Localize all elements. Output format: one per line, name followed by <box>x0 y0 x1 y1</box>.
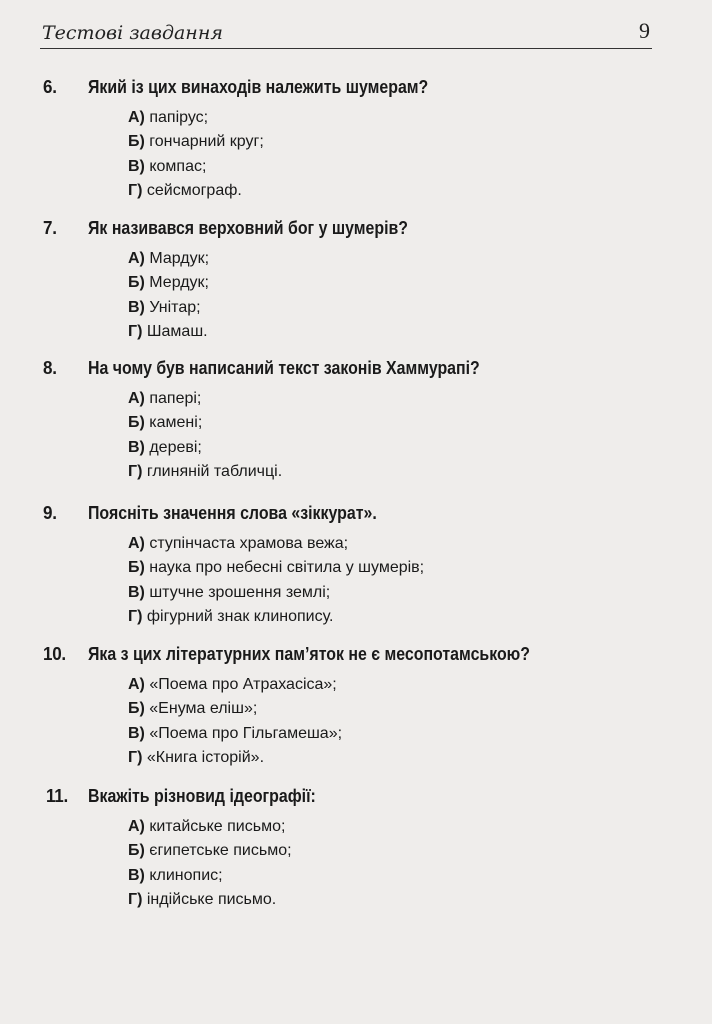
option-letter: В) <box>128 724 145 742</box>
option-letter: Б) <box>128 274 145 292</box>
option-letter: В) <box>128 157 145 175</box>
question-number: 10. <box>43 643 66 664</box>
option-text: Шамаш. <box>146 322 208 340</box>
option-text: Мардук; <box>149 250 210 267</box>
answer-option-a <box>0 247 712 271</box>
answer-option-c <box>0 155 712 179</box>
option-letter: В) <box>128 583 145 601</box>
question-8 <box>0 357 712 484</box>
answer-option-a <box>0 815 712 839</box>
option-text: папері; <box>149 390 202 407</box>
question-11 <box>0 785 712 912</box>
option-text: Мердук; <box>149 274 209 292</box>
answer-option-b <box>0 130 712 154</box>
answer-option-d <box>0 888 712 912</box>
option-letter: А) <box>128 390 145 407</box>
option-letter: Г) <box>128 462 143 480</box>
question-number: 7. <box>43 217 57 238</box>
option-letter: В) <box>128 438 145 456</box>
option-letter: А) <box>128 250 145 267</box>
option-letter: Г) <box>128 181 143 199</box>
answer-option-d <box>0 320 712 344</box>
question-text: Вкажіть різновид ідеографії: <box>88 785 316 806</box>
answer-option-c <box>0 722 712 746</box>
option-text: дереві; <box>149 438 202 456</box>
option-letter: Г) <box>128 607 143 625</box>
option-text: «Енума еліш»; <box>149 700 258 718</box>
option-letter: А) <box>128 676 145 693</box>
option-letter: А) <box>128 818 145 835</box>
question-number: 11. <box>46 785 68 806</box>
option-letter: В) <box>128 298 145 316</box>
answer-option-d <box>0 746 712 770</box>
question-7 <box>0 217 712 344</box>
answer-option-b <box>0 697 712 721</box>
option-text: «Поема про Гільгамеша»; <box>149 724 343 742</box>
option-letter: Г) <box>128 748 143 766</box>
option-text: індійське письмо. <box>146 890 277 908</box>
option-text: «Книга історій». <box>146 748 265 766</box>
option-letter: Б) <box>128 414 145 432</box>
question-number: 8. <box>43 357 57 378</box>
answer-option-c <box>0 581 712 605</box>
option-text: компас; <box>149 157 207 175</box>
question-text: Який із цих винаходів належить шумерам? <box>88 76 429 97</box>
option-letter: Б) <box>128 842 145 860</box>
question-text: Яка з цих літературних пам’яток не є месопотамською? <box>88 643 530 664</box>
question-9 <box>0 502 712 629</box>
option-text: фігурний знак клинопису. <box>146 607 334 625</box>
option-letter: В) <box>128 866 145 884</box>
question-10 <box>0 643 712 770</box>
answer-option-a <box>0 532 712 556</box>
option-letter: Б) <box>128 559 145 577</box>
page-number: 9 <box>639 18 650 43</box>
answer-option-c <box>0 436 712 460</box>
option-text: наука про небесні світила у шумерів; <box>149 559 425 577</box>
answer-option-d <box>0 179 712 203</box>
answer-option-c <box>0 296 712 320</box>
option-text: клинопис; <box>149 866 223 884</box>
question-6 <box>0 76 712 203</box>
option-letter: А) <box>128 535 145 552</box>
answer-option-a <box>0 673 712 697</box>
option-letter: Г) <box>128 890 143 908</box>
option-letter: А) <box>128 109 145 126</box>
question-text: На чому був написаний текст законів Хаммурапі? <box>88 357 480 378</box>
answer-option-b <box>0 271 712 295</box>
answer-option-c <box>0 864 712 888</box>
page-header <box>40 18 652 49</box>
answer-option-b <box>0 411 712 435</box>
question-text: Поясніть значення слова «зіккурат». <box>88 502 377 523</box>
option-letter: Г) <box>128 322 143 340</box>
option-text: камені; <box>149 414 203 432</box>
option-text: китайське письмо; <box>149 818 286 835</box>
option-text: папірус; <box>149 109 209 126</box>
option-text: «Поема про Атрахасіса»; <box>149 676 337 693</box>
option-text: сейсмограф. <box>146 181 242 199</box>
answer-option-a <box>0 387 712 411</box>
answer-option-d <box>0 460 712 484</box>
answer-option-d <box>0 605 712 629</box>
section-title: Тестові завдання <box>42 22 223 44</box>
option-text: єгипетське письмо; <box>149 842 292 860</box>
question-text: Як називався верховний бог у шумерів? <box>88 217 409 238</box>
option-text: гончарний круг; <box>149 133 264 151</box>
option-letter: Б) <box>128 700 145 718</box>
question-number: 6. <box>43 76 57 97</box>
option-letter: Б) <box>128 133 145 151</box>
answer-option-b <box>0 556 712 580</box>
answer-option-a <box>0 106 712 130</box>
option-text: Унітар; <box>149 298 201 316</box>
option-text: ступінчаста храмова вежа; <box>149 535 349 552</box>
answer-option-b <box>0 839 712 863</box>
question-number: 9. <box>43 502 57 523</box>
option-text: глиняній табличці. <box>146 462 283 480</box>
option-text: штучне зрошення землі; <box>149 583 331 601</box>
